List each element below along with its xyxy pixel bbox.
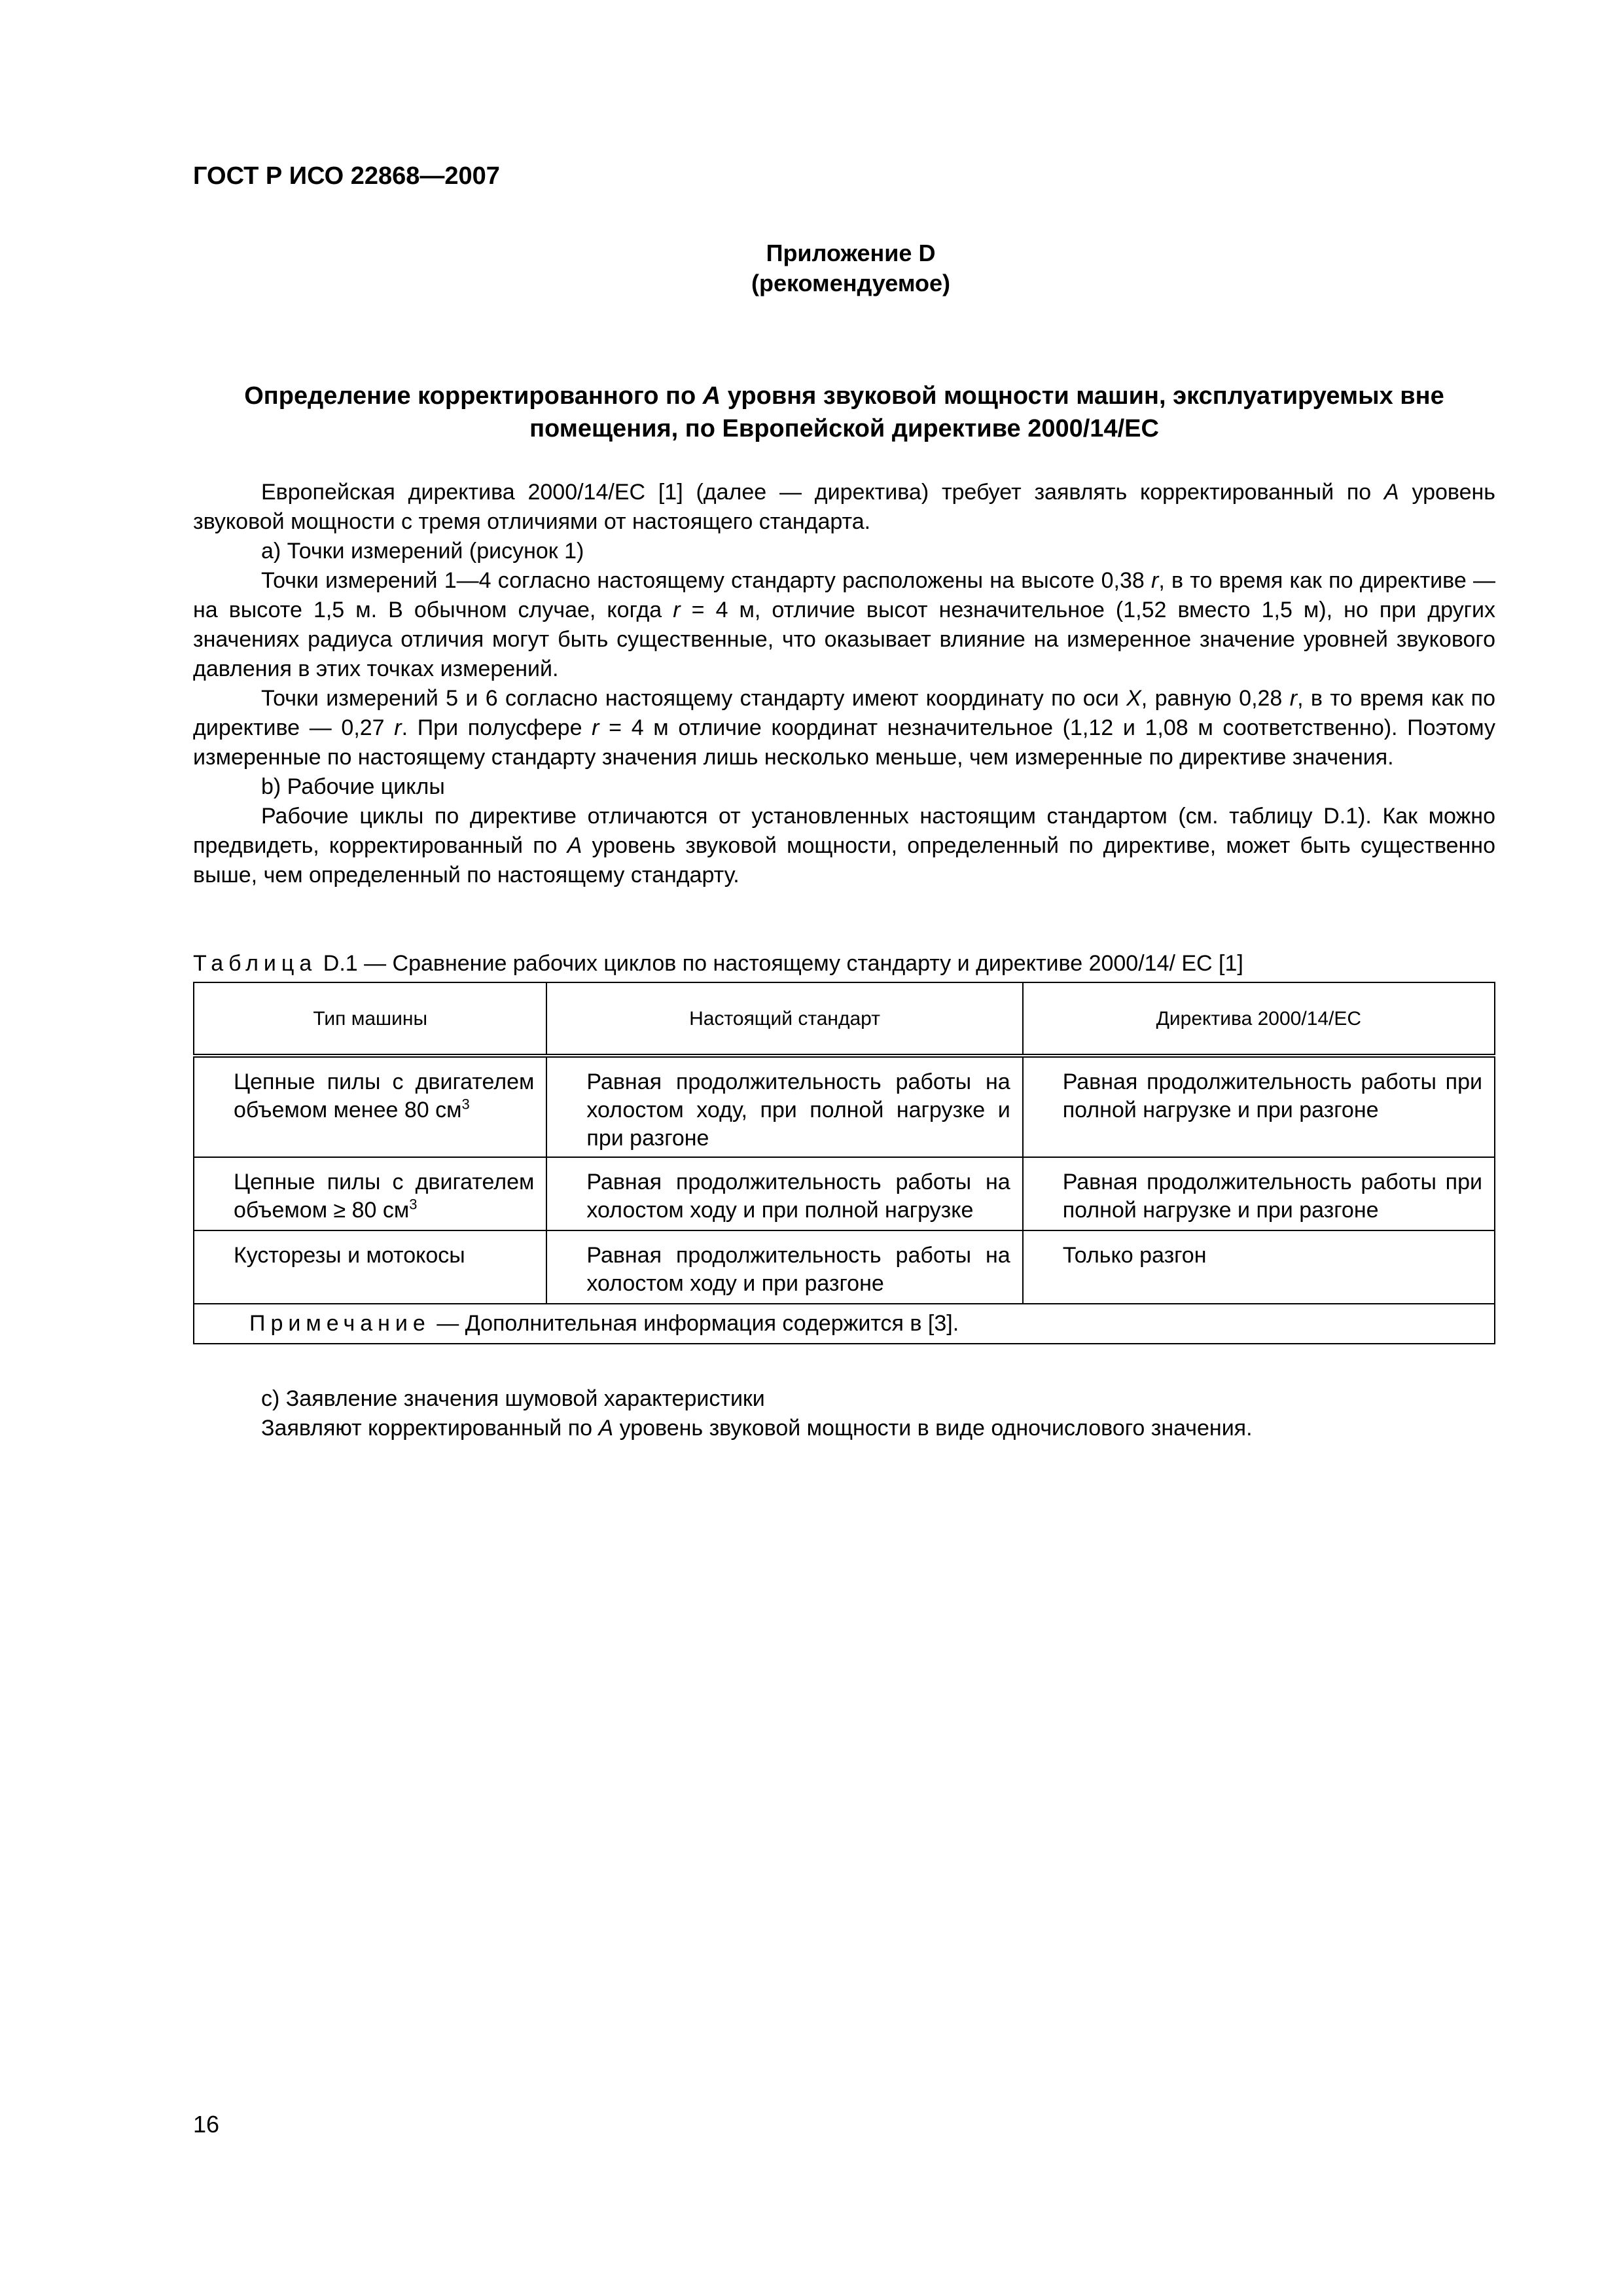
paragraph-declaration: Заявляют корректированный по A уровень звуковой мощности в виде одночислового значения.: [261, 1416, 1253, 1441]
item-a: a) Точки измерений (рисунок 1): [261, 539, 584, 564]
header-directive: Директива 2000/14/ЕС: [1023, 982, 1495, 1056]
table-note: Примечание — Дополнительная информация содержится в [3].: [194, 1304, 1495, 1344]
cell-directive: Только разгон: [1023, 1230, 1495, 1304]
table-row: [194, 1230, 1495, 1304]
header-standard: Настоящий стандарт: [546, 982, 1022, 1056]
paragraph-measurement-points: Точки измерений 1—4 согласно настоящему стандарту расположены на высоте 0,38 r, в то время как по директиве — на высоте 1,5 м. В обычном случае, когда r = 4 м, отличие высот незначительное (1,52 вместо 1,5 м), но при других значениях радиуса отличия могут быть существенные, что оказывает влияние на измеренное значение уровней звукового давления в этих точках измерений.: [193, 568, 1495, 681]
cell-standard: Равная продолжительность работы на холостом ходу, при полной нагрузке и при разгоне: [546, 1056, 1022, 1157]
paragraph-work-cycles: Рабочие циклы по директиве отличаются от установленных настоящим стандартом (см. таблицу D.1). Как можно предвидеть, корректированный по A уровень звуковой мощности, определенный по директиве, может быть существенно выше, чем определенный по настоящему стандарту.: [193, 804, 1495, 888]
table-row: [194, 1056, 1495, 1157]
table-note-row: [194, 1304, 1495, 1344]
table-caption: Таблица D.1 — Сравнение рабочих циклов по настоящему стандарту и директиве 2000/14/ ЕС [1]: [193, 951, 1243, 976]
cell-machine: Цепные пилы с двигателем объемом ≥ 80 $см^3$: [194, 1157, 546, 1230]
after-table-text: [193, 1384, 1495, 1443]
paragraph-intro: Европейская директива 2000/14/ЕС [1] (далее — директива) требует заявлять корректированный по A уровень звуковой мощности с тремя отличиями от настоящего стандарта.: [193, 480, 1496, 534]
page-number: 16: [193, 2111, 220, 2138]
standard-header: ГОСТ Р ИСО 22868—2007: [193, 162, 500, 190]
cell-machine: Цепные пилы с двигателем объемом менее 80 $см^3$: [194, 1056, 546, 1157]
cell-directive: Равная продолжительность работы при полной нагрузке и при разгоне: [1023, 1157, 1495, 1230]
annex-status: (рекомендуемое): [751, 270, 950, 296]
section-title: Определение корректированного по A уровня звуковой мощности машин, эксплуатируемых вне помещения, по Европейской директиве 2000/14/ЕС: [244, 382, 1444, 442]
paragraph-points-5-6: Точки измерений 5 и 6 согласно настоящему стандарту имеют координату по оси X, равную 0,28 r, в то время как по директиве — 0,27 r. При полусфере r = 4 м отличие координат незначительное (1,12 и 1,08 м соответственно). Поэтому измеренные по настоящему стандарту значения лишь несколько меньше, чем измеренные по директиве значения.: [193, 686, 1496, 770]
comparison-table: [193, 982, 1495, 1344]
cell-directive: Равная продолжительность работы при полной нагрузке и при разгоне: [1023, 1056, 1495, 1157]
cell-standard: Равная продолжительность работы на холостом ходу и при полной нагрузке: [546, 1157, 1022, 1230]
cell-standard: Равная продолжительность работы на холостом ходу и при разгоне: [546, 1230, 1022, 1304]
item-c: c) Заявление значения шумовой характеристики: [261, 1386, 765, 1411]
item-b: b) Рабочие циклы: [261, 774, 445, 799]
cell-machine: Кусторезы и мотокосы: [194, 1230, 546, 1304]
body-text: [193, 478, 1495, 890]
table-row: [194, 1157, 1495, 1230]
header-machine-type: Тип машины: [194, 982, 546, 1056]
annex-title: Приложение D: [766, 240, 936, 266]
table-header-row: [194, 982, 1495, 1056]
